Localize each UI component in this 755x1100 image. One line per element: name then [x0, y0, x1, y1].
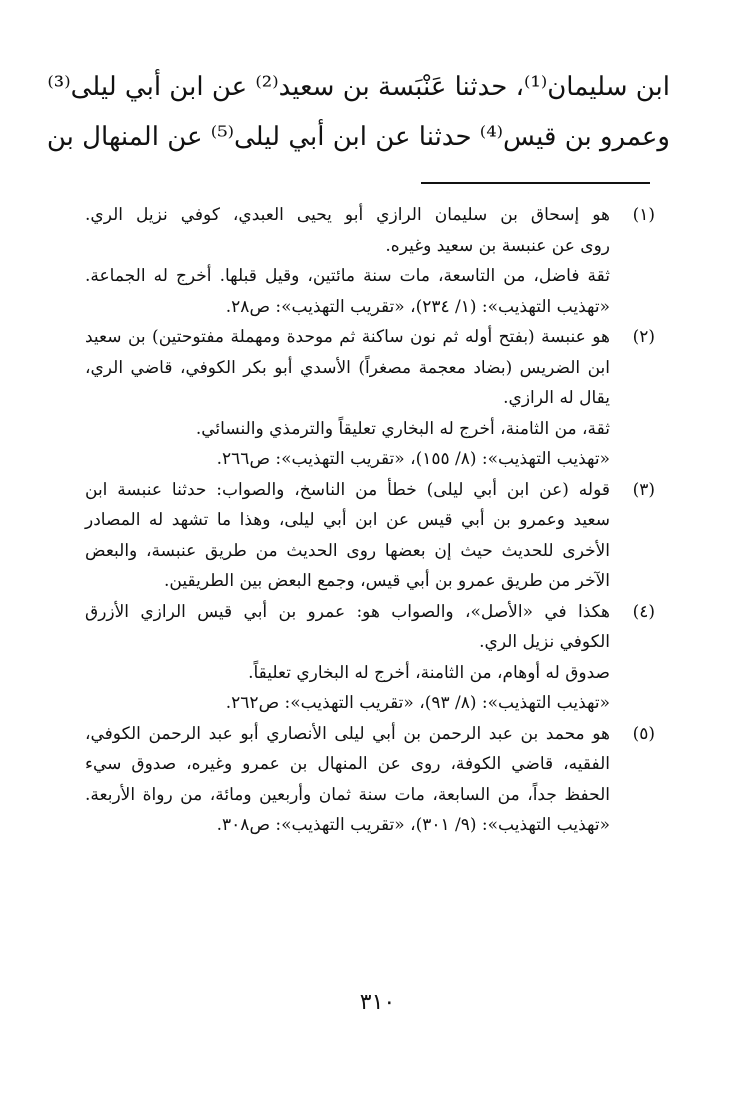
page-number: ٣١٠ [359, 990, 396, 1015]
footnote-2 [85, 322, 655, 475]
footnote-number: (١) [632, 205, 655, 225]
footnote-3 [85, 475, 655, 597]
footnote-line: هكذا في «الأصل»، والصواب هو: عمرو بن أبي قيس الرازي الأزرق [85, 601, 610, 622]
footnote-line: ابن الضريس (بضاد معجمة مصغراً) الأسدي أبو بكر الكوفي، قاضي الري، [85, 357, 610, 378]
footnote-line: يقال له الرازي. [503, 388, 610, 408]
footnote-line: «تهذيب التهذيب»: (٨/ ٩٣)، «تقريب التهذيب»: ص٢٦٢. [225, 693, 610, 713]
footnote-line: الآخر من طريق عمرو بن أبي قيس، وجمع البعض بين الطريقين. [164, 571, 610, 591]
footnote-line: «تهذيب التهذيب»: (٩/ ٣٠١)، «تقريب التهذيب»: ص٣٠٨. [216, 815, 610, 835]
footnote-number: (٣) [632, 479, 655, 500]
footnote-line: صدوق له أوهام، من الثامنة، أخرج له البخاري تعليقاً. [248, 662, 610, 683]
footnote-line: ثقة، من الثامنة، أخرج له البخاري تعليقاً والترمذي والنسائي. [195, 418, 610, 439]
footnote-line: «تهذيب التهذيب»: (٨/ ١٥٥)، «تقريب التهذيب»: ص٢٦٦. [216, 449, 610, 469]
footnote-line: الحفظ جداً، من السابعة، مات سنة ثمان وأربعين ومائة، من رواة الأربعة. [85, 784, 610, 805]
main-text-line: وعمرو بن قيس⁽⁴⁾ حدثنا عن ابن أبي ليلى⁽⁵⁾ عن المنهال بن [46, 122, 670, 152]
footnote-line: سعيد وعمرو بن أبي قيس عن ابن أبي ليلى، وهذا ما تشهد له المصادر [85, 510, 610, 530]
footnote-number: (٢) [632, 327, 655, 347]
footnote-4 [85, 597, 655, 719]
footnote-line: هو عنبسة (بفتح أوله ثم نون ساكنة ثم موحدة ومهملة مفتوحتين) بن سعيد [85, 327, 610, 347]
footnote-line: هو محمد بن عبد الرحمن بن أبي ليلى الأنصاري أبو عبد الرحمن الكوفي، [85, 723, 610, 744]
footnote-line: قوله (عن ابن أبي ليلى) خطأ من الناسخ، والصواب: حدثنا عنبسة ابن [85, 479, 610, 500]
footnotes [85, 200, 655, 841]
footnote-number: (٥) [632, 723, 655, 744]
footnote-line: «تهذيب التهذيب»: (١/ ٢٣٤)، «تقريب التهذيب»: ص٢٨. [225, 296, 610, 317]
main-text-line: ابن سليمان⁽¹⁾، حدثنا عَنْبَسة بن سعيد⁽²⁾ عن ابن أبي ليلى⁽³⁾ [47, 72, 670, 102]
footnote-line: هو إسحاق بن سليمان الرازي أبو يحيى العبدي، كوفي نزيل الري. [85, 205, 610, 225]
footnote-line: الأخرى للحديث حيث إن بعضها روى الحديث من طريق عنبسة، والبعض [85, 540, 610, 561]
footnote-line: الكوفي نزيل الري. [479, 632, 610, 652]
footnote-number: (٤) [632, 601, 655, 622]
footnote-line: ثقة فاضل، من التاسعة، مات سنة مائتين، وقيل قبلها. أخرج له الجماعة. [85, 266, 610, 286]
main-text [46, 62, 670, 162]
footnote-1 [85, 200, 655, 322]
footnote-line: الفقيه، قاضي الكوفة، روى عن المنهال بن عمرو وغيره، صدوق سيء [85, 754, 610, 774]
footnote-separator [421, 182, 650, 184]
footnote-5 [85, 719, 655, 841]
footnote-line: روى عن عنبسة بن سعيد وغيره. [385, 235, 610, 256]
